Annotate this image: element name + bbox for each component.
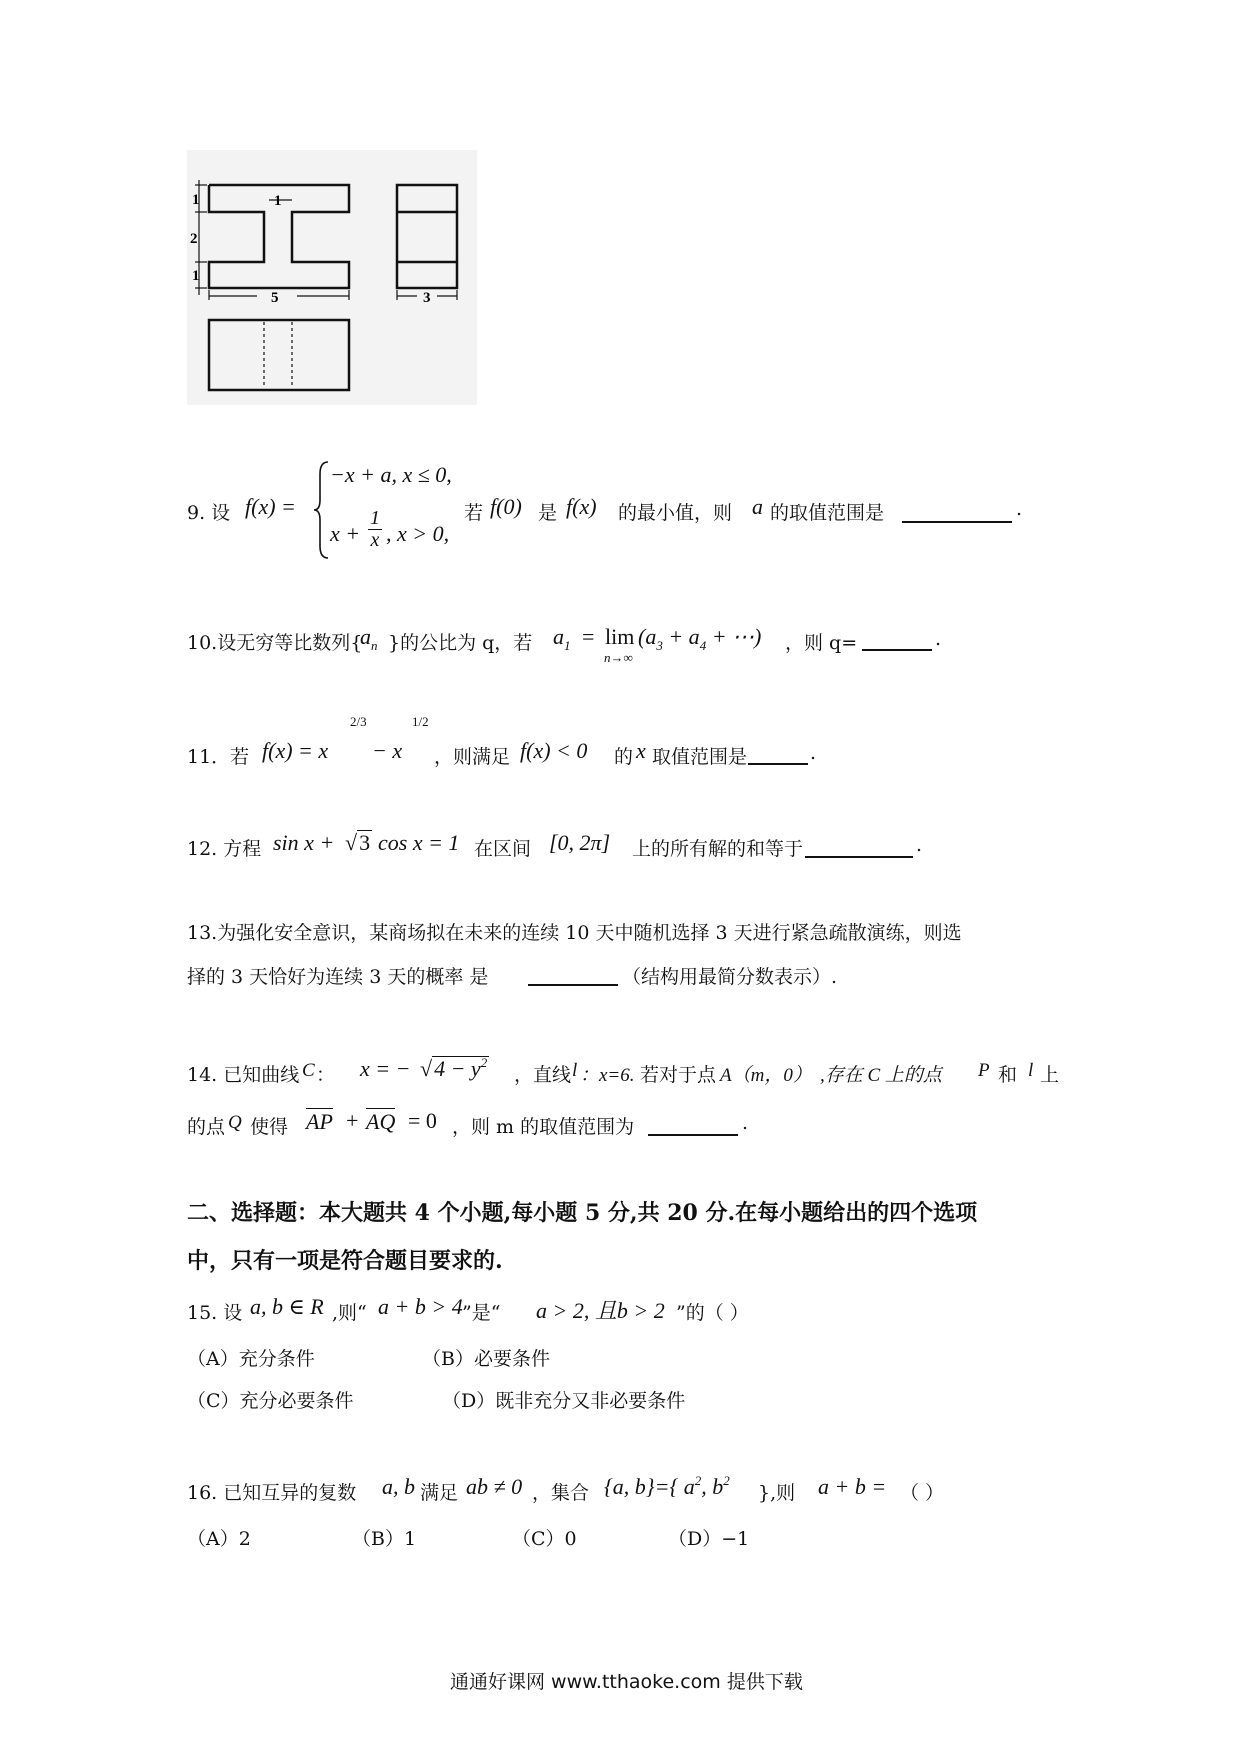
q14-plus: +: [346, 1108, 359, 1133]
q9-text-c: 的最小值，则: [618, 502, 733, 524]
q11-answer-blank[interactable]: [748, 762, 808, 765]
dim-label-1-top: 1: [192, 192, 200, 208]
q12-eq-b: cos x = 1: [378, 830, 460, 855]
q13-line2-a: 择的 3 天恰好为连续 3 天的概率 是: [187, 966, 489, 988]
dim-label-3: 3: [423, 290, 431, 306]
q12-eq-a: sin x +: [273, 830, 335, 855]
q10-text-b: ，则 q=: [785, 632, 858, 654]
q11-text-c: 取值范围是: [652, 746, 748, 768]
q12-end: .: [916, 834, 923, 856]
q15-c2: a > 2, 且b > 2: [536, 1298, 665, 1323]
q13-answer-blank[interactable]: [528, 983, 618, 986]
q16-ab: a, b: [382, 1474, 415, 1499]
q10-end: .: [935, 628, 942, 650]
q10-an: $a_n$: [360, 624, 378, 653]
q11-text-b: 的: [614, 746, 634, 768]
q14-line2-b: 使得: [250, 1116, 289, 1138]
q14-P: P: [978, 1060, 990, 1081]
dim-label-5: 5: [271, 290, 279, 306]
q10-prefix: 10.设无穷等比数列{: [187, 632, 363, 654]
q9-end: .: [1016, 498, 1023, 520]
dim-label-1-bottom: 1: [192, 268, 200, 284]
q9-text-b: 是: [538, 502, 558, 524]
q11-prefix: 11．若: [187, 746, 250, 768]
section-2-line2: 中，只有一项是符合题目要求的.: [187, 1248, 503, 1274]
q15-option-c[interactable]: （C）充分必要条件: [187, 1390, 354, 1412]
q11-func: f(x) = x: [262, 738, 329, 763]
q9-case2-a: x +: [330, 521, 361, 546]
q16-close: },则: [758, 1482, 796, 1504]
q11-text-a: ，则满足: [434, 746, 511, 768]
q9-text-a: 若: [464, 502, 484, 524]
q9-a: a: [752, 494, 763, 519]
q12-answer-blank[interactable]: [805, 855, 913, 858]
q11-minus: − x: [372, 738, 403, 763]
q9-case2-b: , x > 0,: [386, 521, 450, 546]
q11-exp1: 2/3: [350, 714, 367, 729]
q13-line1: 13.为强化安全意识，某商场拟在未来的连续 10 天中随机选择 3 天进行紧急疏散演练，则选: [187, 922, 962, 944]
q14-l2: l: [1028, 1060, 1034, 1081]
q9-fx: f(x): [566, 494, 597, 519]
q15-set: a, b ∈ R: [250, 1294, 324, 1319]
q14-C: C: [302, 1060, 315, 1081]
q14-text-a: ，直线: [514, 1064, 572, 1086]
q15-option-b[interactable]: （B）必要条件: [422, 1348, 550, 1370]
q9-f0: f(0): [490, 494, 522, 519]
q14-sqrt: $√4 - y^2$: [420, 1055, 488, 1081]
q14-A: A（m，0）: [720, 1065, 812, 1086]
q15-text-c: ”的（ ）: [676, 1302, 749, 1324]
q12-sqrt: √3: [345, 830, 371, 855]
dim-label-2: 2: [190, 231, 198, 247]
q10-lim: lim: [605, 624, 635, 649]
q15-option-d[interactable]: （D）既非充分又非必要条件: [442, 1390, 686, 1412]
q15-option-a[interactable]: （A）充分条件: [187, 1348, 315, 1370]
section-2-line1: 二、选择题：本大题共 4 个小题,每小题 5 分,共 20 分.在每小题给出的四个选项: [187, 1200, 978, 1226]
q16-text-a: 满足: [420, 1482, 459, 1504]
q14-eq0: = 0: [408, 1108, 437, 1133]
three-view-figure: [187, 150, 477, 405]
q12-interval: [0, 2π]: [549, 830, 611, 855]
q14-text-d: 和: [998, 1064, 1018, 1086]
q9-case1: −x + a, x ≤ 0,: [330, 462, 452, 487]
q14-vec-AP: AP: [306, 1109, 333, 1134]
q16-set: {a, b}={ $a^2$, $b^2$: [604, 1473, 730, 1499]
q10-lim-sub: n→∞: [604, 650, 633, 665]
q9-prefix: 9. 设: [187, 502, 231, 524]
q11-end: .: [810, 742, 817, 764]
dim-label-gap: 1: [274, 193, 282, 209]
q15-c1: a + b > 4: [378, 1294, 463, 1319]
q14-text-b: 若对于点: [640, 1064, 717, 1086]
q9-case2-frac: $\frac{1}{x}$: [370, 507, 380, 551]
q14-text-f: ，则 m 的取值范围为: [452, 1116, 635, 1138]
q15-text-b: ”是“: [462, 1302, 501, 1324]
q16-option-c[interactable]: （C）0: [512, 1528, 577, 1550]
q11-cond: f(x) < 0: [520, 738, 588, 763]
q12-text-b: 上的所有解的和等于: [632, 838, 804, 860]
q14-end: .: [742, 1112, 749, 1134]
q16-option-b[interactable]: （B）1: [352, 1528, 417, 1550]
q14-vec-AQ: AQ: [366, 1109, 396, 1134]
q16-text-b: ，集合: [532, 1482, 590, 1504]
q13-line2-b: （结构用最简分数表示）.: [622, 966, 838, 988]
q16-option-a[interactable]: （A）2: [187, 1528, 251, 1550]
q10-answer-blank[interactable]: [862, 648, 932, 651]
q10-text-a: }的公比为 q，若: [388, 632, 533, 654]
q15-prefix: 15. 设: [187, 1302, 243, 1324]
q16-sum: a + b =: [818, 1474, 887, 1499]
q10-a1: $a_1$: [553, 624, 571, 653]
q12-text-a: 在区间: [474, 838, 532, 860]
q14-eq-a: x = −: [360, 1056, 411, 1081]
q14-text-e: 上: [1040, 1064, 1060, 1086]
q16-paren: （ ）: [900, 1482, 945, 1504]
q14-Q: Q: [228, 1112, 242, 1133]
q9-brace: [312, 460, 332, 560]
q14-prefix: 14. 已知曲线: [187, 1064, 300, 1086]
q16-prefix: 16. 已知互异的复数: [187, 1482, 357, 1504]
q10-expr: ($a_3 + a_4$ + ⋯): [638, 624, 762, 653]
q12-prefix: 12. 方程: [187, 838, 262, 860]
q14-line2-a: 的点: [187, 1116, 226, 1138]
q11-exp2: 1/2: [412, 714, 429, 729]
q14-text-c: ,存在 C 上的点: [820, 1065, 942, 1086]
q9-text-d: 的取值范围是: [770, 502, 885, 524]
q14-answer-blank[interactable]: [648, 1133, 738, 1136]
q14-colon: ：: [316, 1064, 336, 1086]
q14-line-eq: ：x=6.: [580, 1065, 635, 1086]
q14-l: l: [572, 1060, 578, 1081]
q9-answer-blank[interactable]: [902, 520, 1012, 523]
q16-option-d[interactable]: （D）−1: [668, 1528, 750, 1550]
q11-x: x: [636, 738, 646, 763]
q16-cond: ab ≠ 0: [466, 1474, 523, 1499]
page-footer: 通通好课网 www.tthaoke.com 提供下载: [450, 1671, 803, 1693]
q15-text-a: ,则“: [332, 1302, 367, 1324]
q9-func: f(x) =: [245, 494, 296, 519]
q10-eq: =: [582, 624, 595, 649]
